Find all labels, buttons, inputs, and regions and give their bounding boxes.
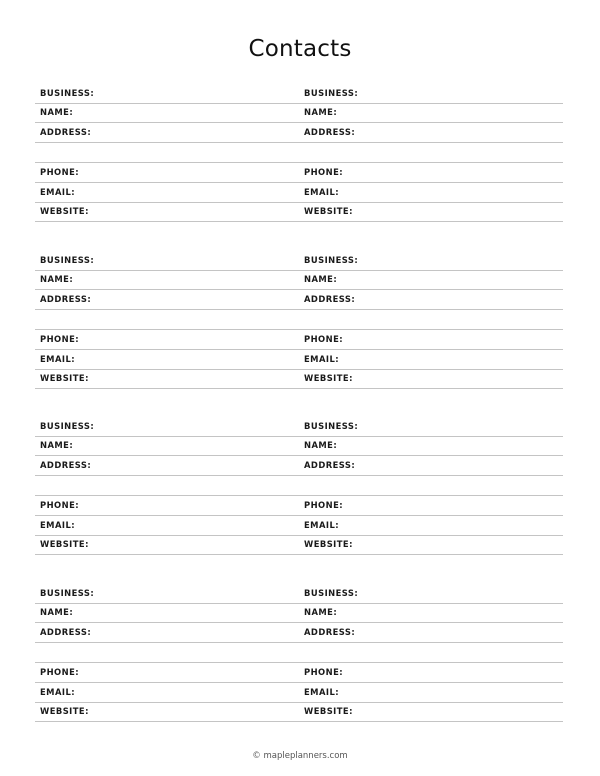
business-label: BUSINESS:	[304, 588, 359, 598]
page-title: Contacts	[248, 36, 352, 62]
address-label: ADDRESS:	[304, 460, 356, 470]
email-label: EMAIL:	[40, 687, 76, 697]
email-line[interactable]	[299, 184, 563, 203]
address-line-2[interactable]	[299, 644, 563, 663]
phone-line[interactable]	[35, 331, 299, 350]
address-line[interactable]	[35, 291, 299, 310]
address-line[interactable]	[299, 124, 563, 143]
contact-card	[299, 86, 563, 226]
footer-credit: © mapleplanners.com	[252, 751, 348, 761]
email-label: EMAIL:	[304, 187, 340, 197]
email-label: EMAIL:	[304, 687, 340, 697]
email-label: EMAIL:	[40, 520, 76, 530]
address-line[interactable]	[35, 624, 299, 643]
business-line[interactable]	[35, 418, 299, 437]
address-line-2[interactable]	[35, 644, 299, 663]
email-line[interactable]	[35, 517, 299, 536]
phone-label: PHONE:	[40, 500, 80, 510]
business-label: BUSINESS:	[304, 421, 359, 431]
address-line-2[interactable]	[299, 311, 563, 330]
phone-label: PHONE:	[304, 167, 344, 177]
contact-card	[299, 253, 563, 393]
business-line[interactable]	[299, 85, 563, 104]
name-line[interactable]	[299, 271, 563, 290]
website-label: WEBSITE:	[40, 539, 89, 549]
business-line[interactable]	[35, 252, 299, 271]
contact-card	[35, 586, 299, 726]
address-label: ADDRESS:	[40, 127, 92, 137]
website-line[interactable]	[35, 703, 299, 722]
email-label: EMAIL:	[40, 187, 76, 197]
website-line[interactable]	[299, 536, 563, 555]
address-line-2[interactable]	[299, 144, 563, 163]
website-label: WEBSITE:	[304, 206, 353, 216]
business-line[interactable]	[35, 585, 299, 604]
address-line[interactable]	[299, 624, 563, 643]
name-line[interactable]	[299, 604, 563, 623]
website-line[interactable]	[35, 370, 299, 389]
email-line[interactable]	[35, 684, 299, 703]
name-line[interactable]	[35, 437, 299, 456]
phone-line[interactable]	[299, 664, 563, 683]
name-line[interactable]	[299, 104, 563, 123]
address-label: ADDRESS:	[304, 294, 356, 304]
address-label: ADDRESS:	[304, 127, 356, 137]
phone-line[interactable]	[35, 164, 299, 183]
business-label: BUSINESS:	[40, 255, 95, 265]
email-line[interactable]	[35, 351, 299, 370]
phone-line[interactable]	[299, 497, 563, 516]
business-label: BUSINESS:	[40, 588, 95, 598]
website-label: WEBSITE:	[40, 706, 89, 716]
address-line-2[interactable]	[35, 477, 299, 496]
email-label: EMAIL:	[40, 354, 76, 364]
website-label: WEBSITE:	[304, 373, 353, 383]
phone-label: PHONE:	[304, 334, 344, 344]
business-label: BUSINESS:	[304, 88, 359, 98]
website-line[interactable]	[299, 203, 563, 222]
phone-label: PHONE:	[304, 500, 344, 510]
contact-card	[299, 419, 563, 559]
address-label: ADDRESS:	[40, 627, 92, 637]
phone-label: PHONE:	[304, 667, 344, 677]
address-line[interactable]	[299, 457, 563, 476]
contact-card	[35, 253, 299, 393]
name-line[interactable]	[35, 604, 299, 623]
business-line[interactable]	[299, 418, 563, 437]
phone-label: PHONE:	[40, 167, 80, 177]
name-line[interactable]	[35, 271, 299, 290]
business-line[interactable]	[299, 252, 563, 271]
name-line[interactable]	[35, 104, 299, 123]
address-line-2[interactable]	[35, 311, 299, 330]
phone-line[interactable]	[35, 497, 299, 516]
website-line[interactable]	[299, 703, 563, 722]
business-line[interactable]	[35, 85, 299, 104]
business-label: BUSINESS:	[304, 255, 359, 265]
address-line[interactable]	[35, 124, 299, 143]
email-line[interactable]	[299, 684, 563, 703]
address-line[interactable]	[299, 291, 563, 310]
email-label: EMAIL:	[304, 520, 340, 530]
email-line[interactable]	[299, 351, 563, 370]
website-line[interactable]	[35, 536, 299, 555]
name-label: NAME:	[40, 440, 74, 450]
business-label: BUSINESS:	[40, 421, 95, 431]
name-label: NAME:	[40, 107, 74, 117]
email-line[interactable]	[299, 517, 563, 536]
email-line[interactable]	[35, 184, 299, 203]
email-label: EMAIL:	[304, 354, 340, 364]
address-label: ADDRESS:	[40, 460, 92, 470]
website-label: WEBSITE:	[40, 373, 89, 383]
website-line[interactable]	[299, 370, 563, 389]
phone-label: PHONE:	[40, 667, 80, 677]
address-label: ADDRESS:	[304, 627, 356, 637]
website-label: WEBSITE:	[304, 706, 353, 716]
business-line[interactable]	[299, 585, 563, 604]
phone-line[interactable]	[299, 331, 563, 350]
address-label: ADDRESS:	[40, 294, 92, 304]
address-line-2[interactable]	[299, 477, 563, 496]
contact-card	[35, 86, 299, 226]
business-label: BUSINESS:	[40, 88, 95, 98]
website-label: WEBSITE:	[304, 539, 353, 549]
name-label: NAME:	[40, 607, 74, 617]
website-label: WEBSITE:	[40, 206, 89, 216]
name-line[interactable]	[299, 437, 563, 456]
name-label: NAME:	[304, 274, 338, 284]
phone-line[interactable]	[35, 664, 299, 683]
name-label: NAME:	[304, 440, 338, 450]
name-label: NAME:	[304, 607, 338, 617]
address-line-2[interactable]	[35, 144, 299, 163]
phone-line[interactable]	[299, 164, 563, 183]
phone-label: PHONE:	[40, 334, 80, 344]
name-label: NAME:	[40, 274, 74, 284]
name-label: NAME:	[304, 107, 338, 117]
website-line[interactable]	[35, 203, 299, 222]
address-line[interactable]	[35, 457, 299, 476]
contact-card	[299, 586, 563, 726]
contact-card	[35, 419, 299, 559]
